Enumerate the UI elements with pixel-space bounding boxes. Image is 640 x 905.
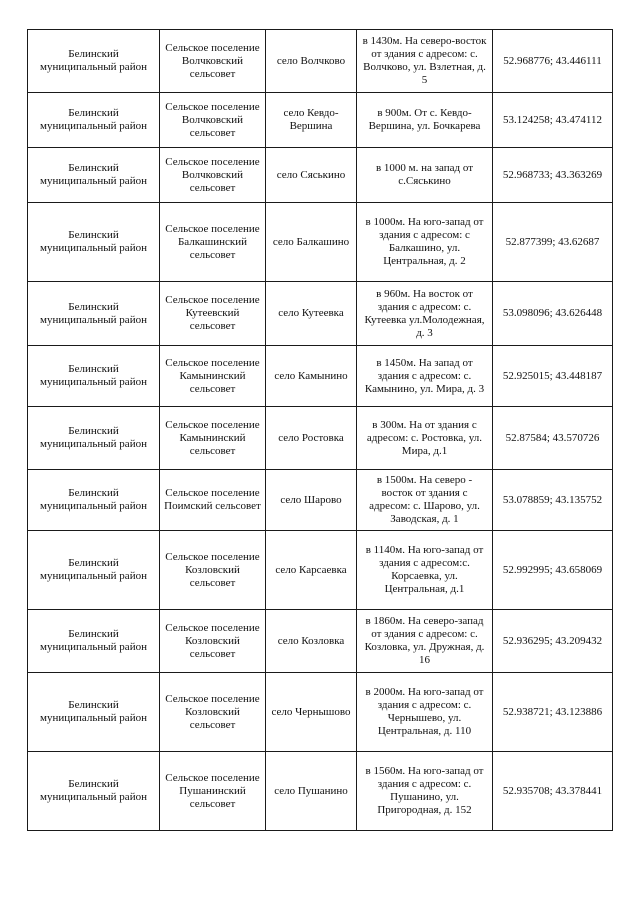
location-cell: в 1000 м. на запад от с.Сяськино	[357, 148, 493, 203]
district-cell: Белинский муниципальный район	[28, 673, 160, 752]
settlement-cell: Сельское поселение Балкашинский сельсовет	[160, 203, 266, 282]
district-cell: Белинский муниципальный район	[28, 148, 160, 203]
coords-cell: 52.968733; 43.363269	[493, 148, 613, 203]
coords-cell: 52.938721; 43.123886	[493, 673, 613, 752]
coords-cell: 52.87584; 43.570726	[493, 407, 613, 470]
district-cell: Белинский муниципальный район	[28, 93, 160, 148]
district-cell: Белинский муниципальный район	[28, 282, 160, 346]
settlement-cell: Сельское поселение Кутеевский сельсовет	[160, 282, 266, 346]
district-cell: Белинский муниципальный район	[28, 531, 160, 610]
village-cell: село Ростовка	[266, 407, 357, 470]
settlement-cell: Сельское поселение Козловский сельсовет	[160, 531, 266, 610]
table-row	[28, 203, 613, 282]
table-row	[28, 148, 613, 203]
coords-cell: 53.078859; 43.135752	[493, 470, 613, 531]
village-cell: село Сяськино	[266, 148, 357, 203]
district-cell: Белинский муниципальный район	[28, 346, 160, 407]
coords-cell: 52.925015; 43.448187	[493, 346, 613, 407]
settlement-cell: Сельское поселение Пушанинский сельсовет	[160, 752, 266, 831]
location-cell: в 300м. На от здания с адресом: с. Ростовка, ул. Мира, д.1	[357, 407, 493, 470]
table-row	[28, 531, 613, 610]
location-cell: в 2000м. На юго-запад от здания с адресом: с. Чернышево, ул. Центральная, д. 110	[357, 673, 493, 752]
location-cell: в 960м. На восток от здания с адресом: с. Кутеевка ул.Молодежная, д. 3	[357, 282, 493, 346]
village-cell: село Волчково	[266, 30, 357, 93]
coords-cell: 52.877399; 43.62687	[493, 203, 613, 282]
location-cell: в 1450м. На запад от здания с адресом: с. Камынино, ул. Мира, д. 3	[357, 346, 493, 407]
table-row	[28, 470, 613, 531]
location-cell: в 1140м. На юго-запад от здания с адресом:с. Корсаевка, ул. Центральная, д.1	[357, 531, 493, 610]
district-cell: Белинский муниципальный район	[28, 30, 160, 93]
village-cell: село Пушанино	[266, 752, 357, 831]
settlement-cell: Сельское поселение Камынинский сельсовет	[160, 407, 266, 470]
coords-cell: 53.124258; 43.474112	[493, 93, 613, 148]
village-cell: село Карсаевка	[266, 531, 357, 610]
coords-cell: 53.098096; 43.626448	[493, 282, 613, 346]
settlement-cell: Сельское поселение Волчковский сельсовет	[160, 30, 266, 93]
table-row	[28, 673, 613, 752]
location-cell: в 1000м. На юго-запад от здания с адресом: с Балкашино, ул. Центральная, д. 2	[357, 203, 493, 282]
location-cell: в 900м. От с. Кевдо-Вершина, ул. Бочкарева	[357, 93, 493, 148]
table-row	[28, 282, 613, 346]
district-cell: Белинский муниципальный район	[28, 752, 160, 831]
table-row	[28, 752, 613, 831]
district-cell: Белинский муниципальный район	[28, 470, 160, 531]
location-cell: в 1430м. На северо-восток от здания с адресом: с. Волчково, ул. Взлетная, д. 5	[357, 30, 493, 93]
settlement-cell: Сельское поселение Козловский сельсовет	[160, 673, 266, 752]
village-cell: село Кевдо-Вершина	[266, 93, 357, 148]
table-row	[28, 610, 613, 673]
village-cell: село Камынино	[266, 346, 357, 407]
village-cell: село Чернышово	[266, 673, 357, 752]
village-cell: село Балкашино	[266, 203, 357, 282]
coords-cell: 52.936295; 43.209432	[493, 610, 613, 673]
settlement-cell: Сельское поселение Камынинский сельсовет	[160, 346, 266, 407]
settlement-cell: Сельское поселение Козловский сельсовет	[160, 610, 266, 673]
table-row	[28, 407, 613, 470]
coords-cell: 52.968776; 43.446111	[493, 30, 613, 93]
district-cell: Белинский муниципальный район	[28, 407, 160, 470]
location-cell: в 1500м. На северо - восток от здания с адресом: с. Шарово, ул. Заводская, д. 1	[357, 470, 493, 531]
location-cell: в 1860м. На северо-запад от здания с адресом: с. Козловка, ул. Дружная, д. 16	[357, 610, 493, 673]
village-cell: село Козловка	[266, 610, 357, 673]
district-cell: Белинский муниципальный район	[28, 203, 160, 282]
table-row	[28, 346, 613, 407]
coords-cell: 52.992995; 43.658069	[493, 531, 613, 610]
locations-table	[27, 29, 613, 831]
location-cell: в 1560м. На юго-запад от здания с адресом: с. Пушанино, ул. Пригородная, д. 152	[357, 752, 493, 831]
village-cell: село Шарово	[266, 470, 357, 531]
coords-cell: 52.935708; 43.378441	[493, 752, 613, 831]
table-row	[28, 30, 613, 93]
settlement-cell: Сельское поселение Поимский сельсовет	[160, 470, 266, 531]
settlement-cell: Сельское поселение Волчковский сельсовет	[160, 93, 266, 148]
district-cell: Белинский муниципальный район	[28, 610, 160, 673]
table-body	[28, 30, 613, 831]
table-row	[28, 93, 613, 148]
settlement-cell: Сельское поселение Волчковский сельсовет	[160, 148, 266, 203]
village-cell: село Кутеевка	[266, 282, 357, 346]
